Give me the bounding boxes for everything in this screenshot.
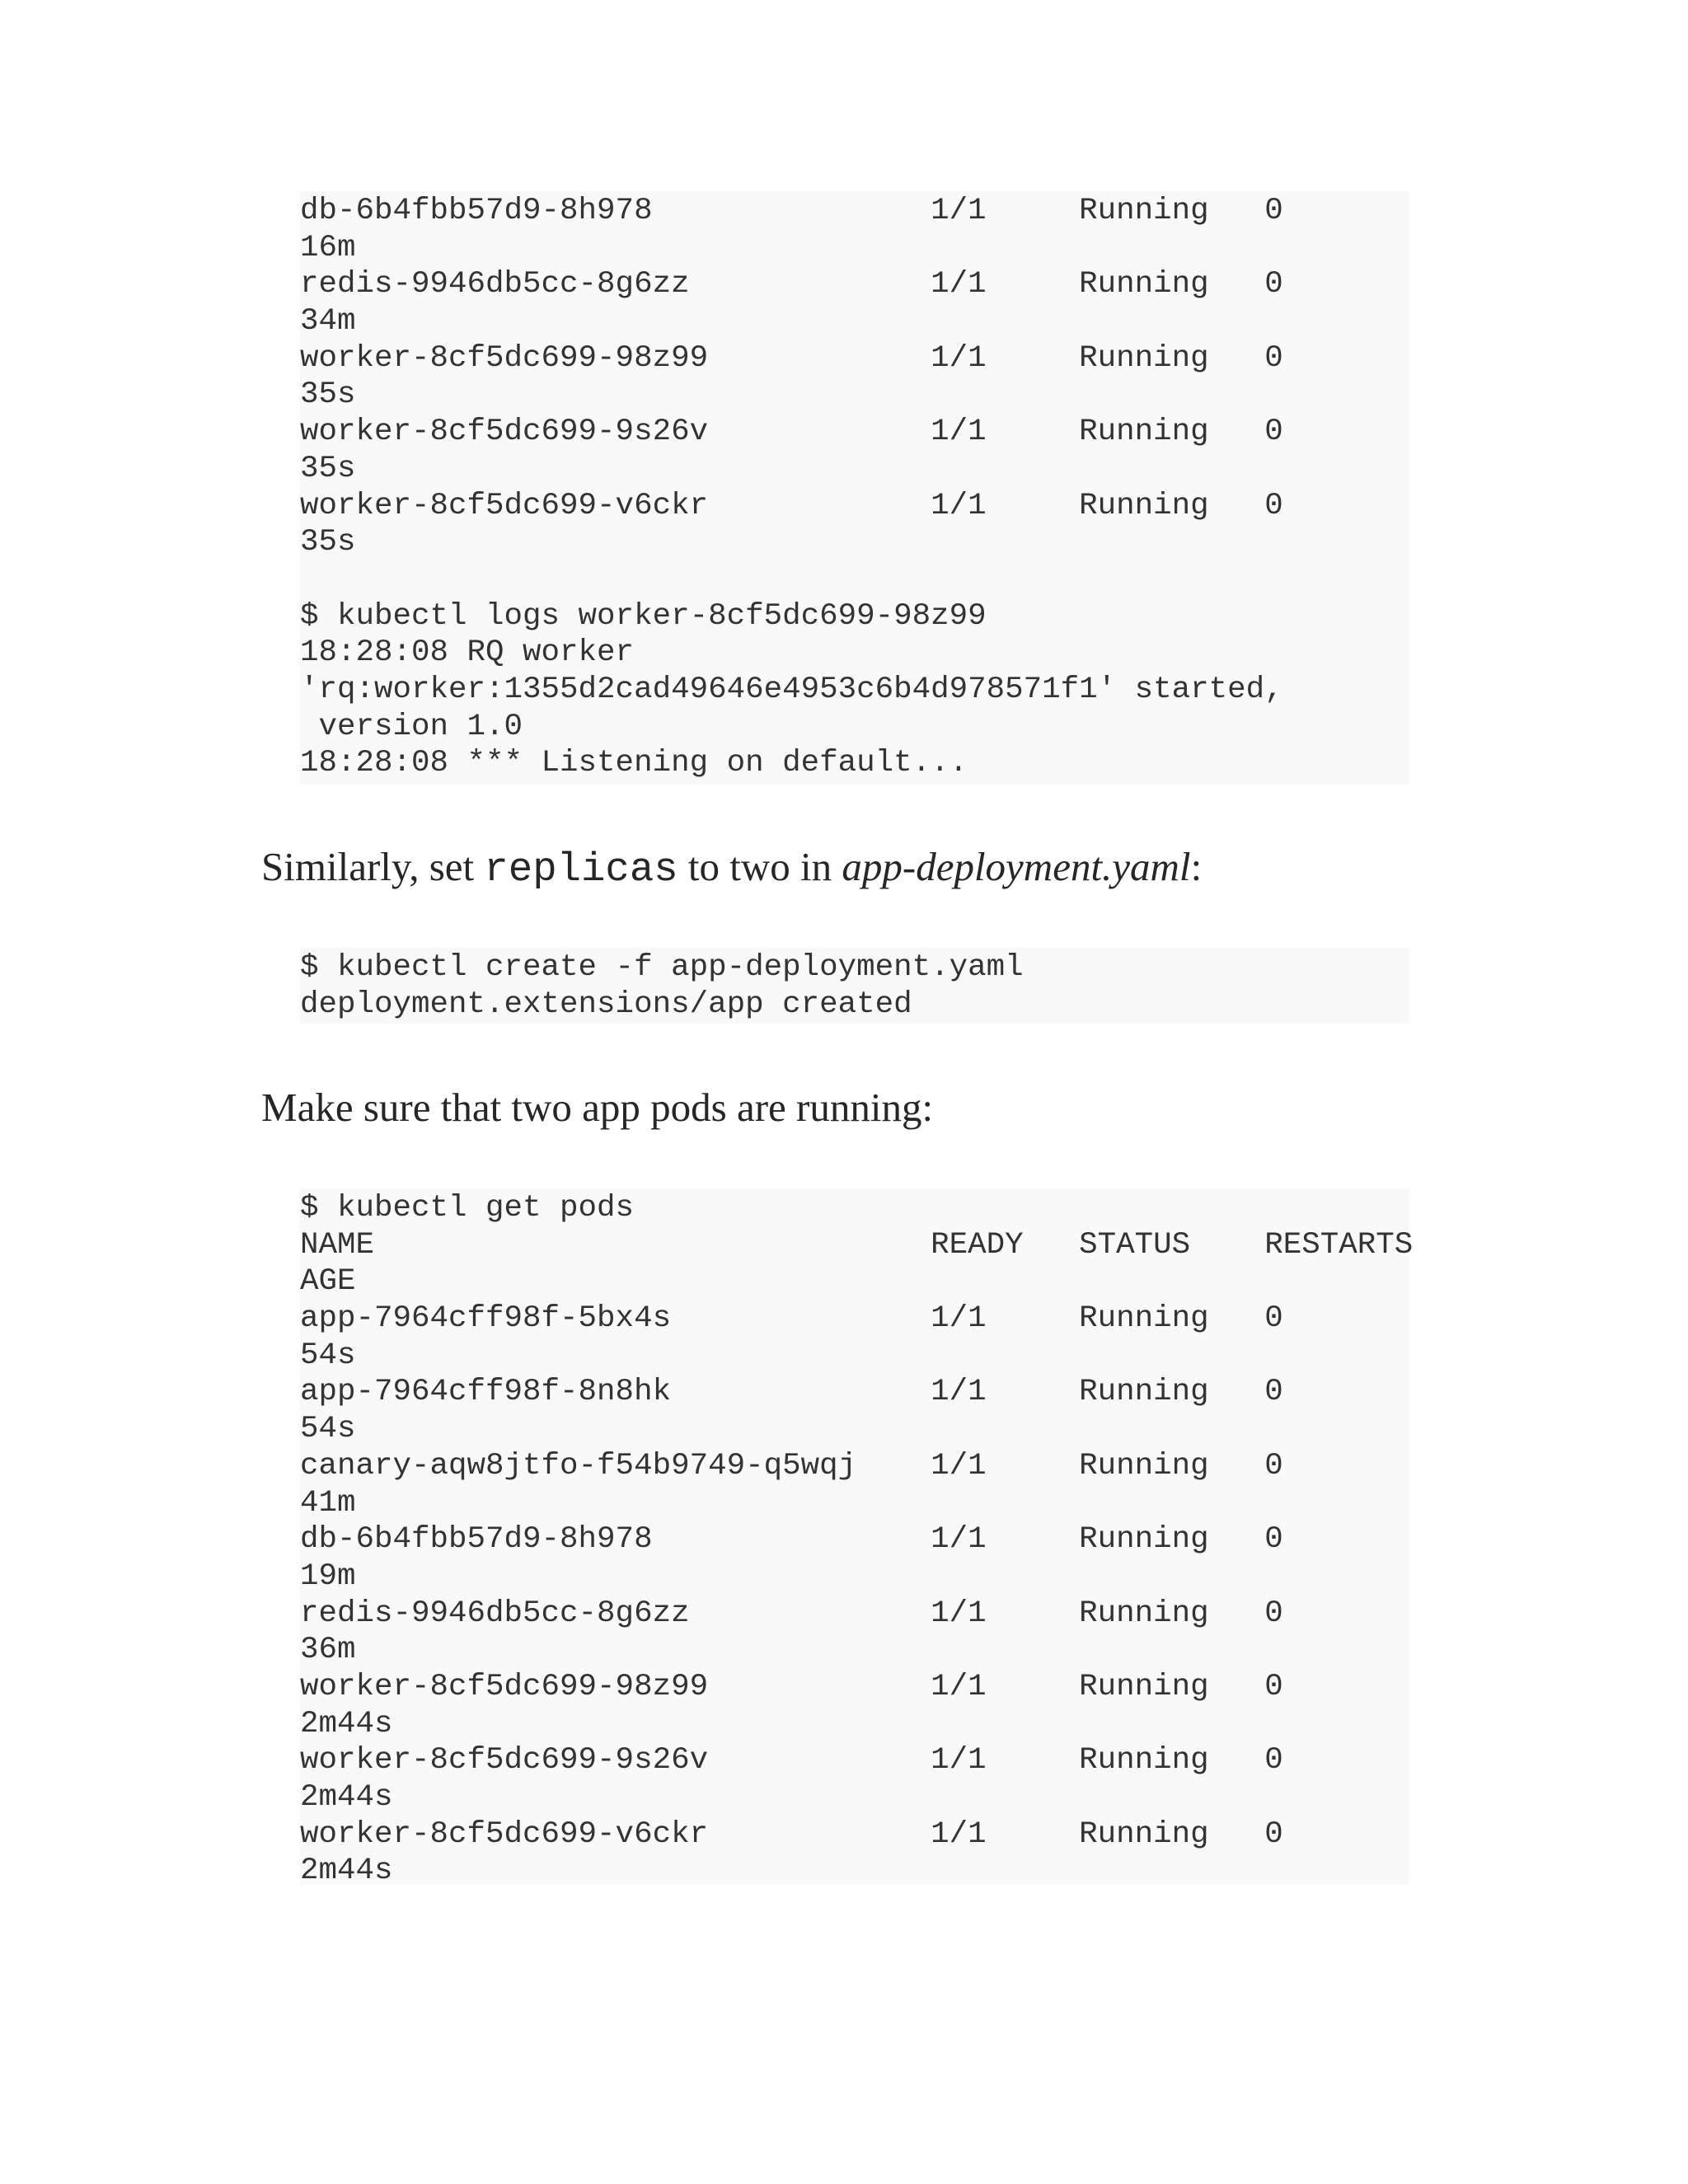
code-block-pods-and-logs (300, 191, 1409, 785)
paragraph-text: Similarly, set (261, 844, 485, 889)
paragraph-text: : (1190, 844, 1203, 889)
code-line: db-6b4fbb57d9-8h978 1/1 Running 0 (300, 1522, 1283, 1558)
code-line: $ kubectl create -f app-deployment.yaml (300, 950, 1024, 985)
code-line: redis-9946db5cc-8g6zz 1/1 Running 0 (300, 1596, 1283, 1631)
code-line: 36m (300, 1633, 356, 1668)
code-line: worker-8cf5dc699-v6ckr 1/1 Running 0 (300, 1816, 1283, 1852)
code-line: 35s (300, 377, 356, 413)
code-block-create-deployment (300, 948, 1409, 1024)
paragraph-set-replicas (261, 842, 1202, 894)
code-content (300, 949, 1409, 1023)
code-line: 18:28:08 RQ worker (300, 635, 635, 671)
code-line: worker-8cf5dc699-9s26v 1/1 Running 0 (300, 1743, 1283, 1779)
code-line: 2m44s (300, 1706, 393, 1741)
code-line: db-6b4fbb57d9-8h978 1/1 Running 0 (300, 194, 1283, 228)
code-line: $ kubectl logs worker-8cf5dc699-98z99 (300, 598, 987, 634)
code-line: worker-8cf5dc699-9s26v 1/1 Running 0 (300, 415, 1283, 450)
code-line (300, 561, 1409, 598)
code-line: worker-8cf5dc699-v6ckr 1/1 Running 0 (300, 488, 1283, 523)
code-line: redis-9946db5cc-8g6zz 1/1 Running 0 (300, 267, 1283, 302)
paragraph-text: to two in (678, 844, 842, 889)
code-line: 35s (300, 451, 356, 486)
code-line: app-7964cff98f-8n8hk 1/1 Running 0 (300, 1375, 1283, 1410)
code-line: version 1.0 (300, 709, 523, 744)
code-line: 18:28:08 *** Listening on default... (300, 746, 968, 781)
code-line: 2m44s (300, 1780, 393, 1815)
code-line: deployment.extensions/app created (300, 987, 912, 1022)
code-line: NAME READY STATUS RESTARTS (300, 1227, 1414, 1263)
code-content (300, 193, 1409, 782)
code-line: 34m (300, 304, 356, 340)
code-line: 35s (300, 525, 356, 560)
code-line: app-7964cff98f-5bx4s 1/1 Running 0 (300, 1301, 1283, 1337)
code-line: $ kubectl get pods (300, 1191, 635, 1226)
filename-emphasis: app-deployment.yaml (842, 844, 1191, 889)
code-line: worker-8cf5dc699-98z99 1/1 Running 0 (300, 1669, 1283, 1704)
code-line: worker-8cf5dc699-98z99 1/1 Running 0 (300, 340, 1283, 376)
code-line: 54s (300, 1412, 356, 1447)
code-line: 54s (300, 1338, 356, 1373)
inline-code: replicas (484, 846, 678, 893)
paragraph-make-sure: Make sure that two app pods are running: (261, 1085, 934, 1130)
code-line: 2m44s (300, 1854, 393, 1889)
code-line: 'rq:worker:1355d2cad49646e4953c6b4d978571f1' started, (300, 672, 1283, 707)
code-line: 41m (300, 1485, 356, 1521)
code-content (300, 1190, 1414, 1890)
code-line: AGE (300, 1264, 356, 1300)
code-block-get-pods (300, 1188, 1414, 1889)
code-line: canary-aqw8jtfo-f54b9749-q5wqj 1/1 Running 0 (300, 1448, 1283, 1483)
code-line: 19m (300, 1558, 356, 1594)
code-line: 16m (300, 230, 356, 265)
